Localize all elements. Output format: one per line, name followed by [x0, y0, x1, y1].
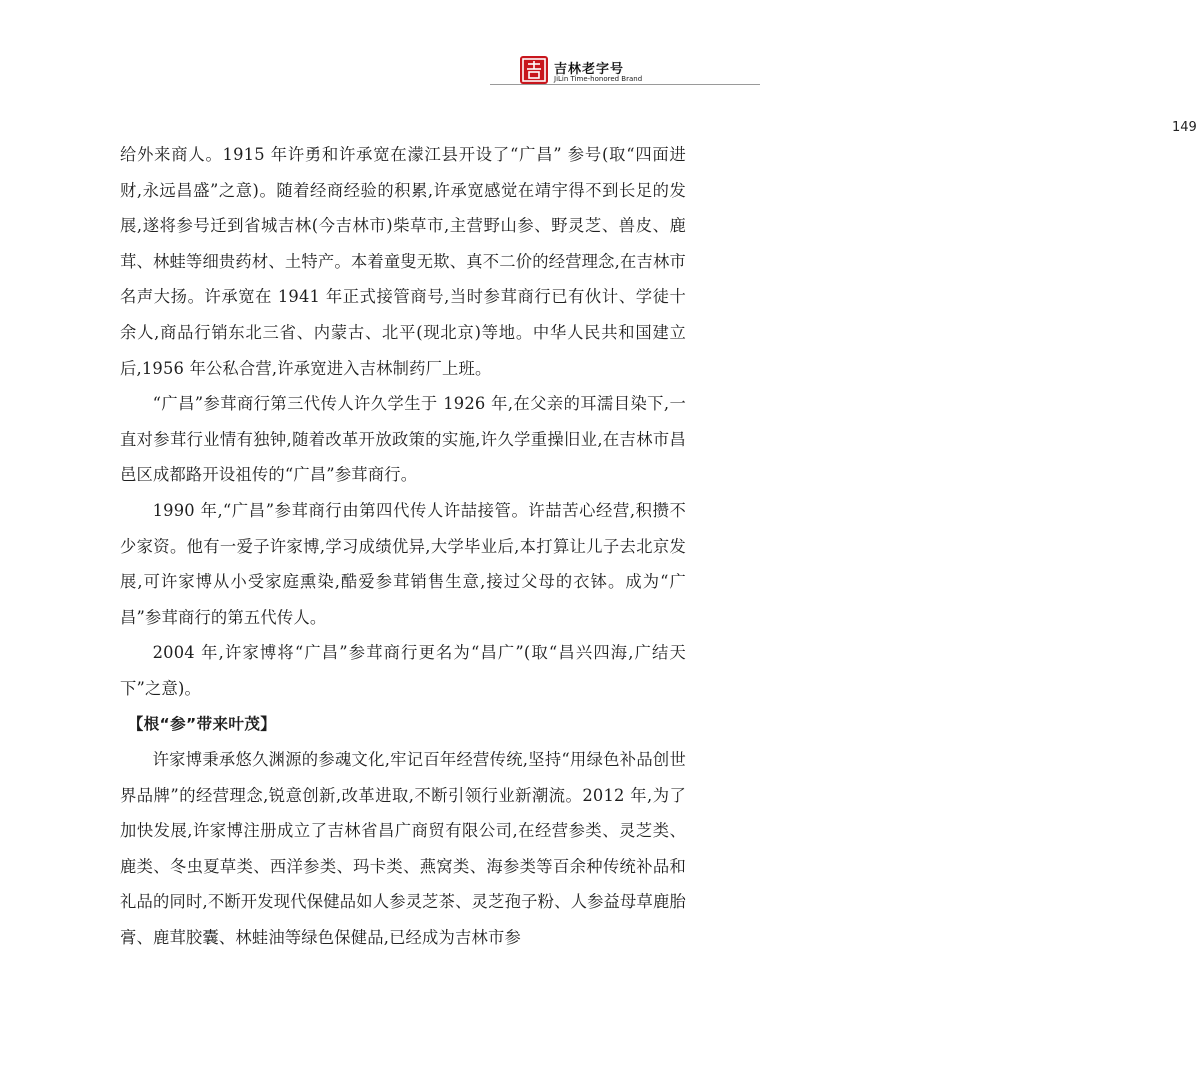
brand-name-chinese: 吉林老字号	[554, 62, 625, 77]
section-heading: 【根“参”带来叶茂】	[127, 714, 277, 733]
paragraph: 给外来商人。1915 年许勇和许承宽在濛江县开设了“广昌” 参号(取“四面进财,永远昌盛”之意)。随着经商经验的积累,许承宽感觉在靖宇得不到长足的发展,遂将参号迁到省城吉林(今吉林市)柴草市,主营野山参、野灵芝、兽皮、鹿茸、林蛙等细贵药材、土特产。本着童叟无欺、真不二价的经营理念,在吉林市名声大扬。许承宽在 1941 年正式接管商号,当时参茸商行已有伙计、学徒十余人,商品行销东北三省、内蒙古、北平(现北京)等地。中华人民共和国建立后,1956 年公私合营,许承宽进入吉林制药厂上班。	[120, 145, 686, 378]
paragraph: 1990 年,“广昌”参茸商行由第四代传人许喆接管。许喆苦心经营,积攒不少家资。他有一爱子许家博,学习成绩优异,大学毕业后,本打算让儿子去北京发展,可许家博从小受家庭熏染,酷爱参茸销售生意,接过父母的衣钵。成为“广昌”参茸商行的第五代传人。	[120, 500, 686, 627]
jilin-brand-seal-icon	[520, 56, 548, 84]
brand-name-english: JiLin Time-honored Brand	[554, 75, 643, 83]
header-divider	[490, 84, 760, 85]
paragraph: 2004 年,许家博将“广昌”参茸商行更名为“昌广”(取“昌兴四海,广结天下”之意)。	[120, 643, 686, 698]
paragraph: “广昌”参茸商行第三代传人许久学生于 1926 年,在父亲的耳濡目染下,一直对参茸行业情有独钟,随着改革开放政策的实施,许久学重操旧业,在吉林市昌邑区成都路开设祖传的“广昌”参茸商行。	[120, 394, 686, 485]
paragraph: 许家博秉承悠久渊源的参魂文化,牢记百年经营传统,坚持“用绿色补品创世界品牌”的经营理念,锐意创新,改革进取,不断引领行业新潮流。2012 年,为了加快发展,许家博注册成立了吉林省昌广商贸有限公司,在经营参类、灵芝类、鹿类、冬虫夏草类、西洋参类、玛卡类、燕窝类、海参类等百余种传统补品和礼品的同时,不断开发现代保健品如人参灵芝茶、灵芝孢子粉、人参益母草鹿胎膏、鹿茸胶囊、林蛙油等绿色保健品,已经成为吉林市参	[120, 750, 686, 948]
page-number: 149	[1172, 120, 1197, 135]
article-body	[120, 137, 686, 956]
